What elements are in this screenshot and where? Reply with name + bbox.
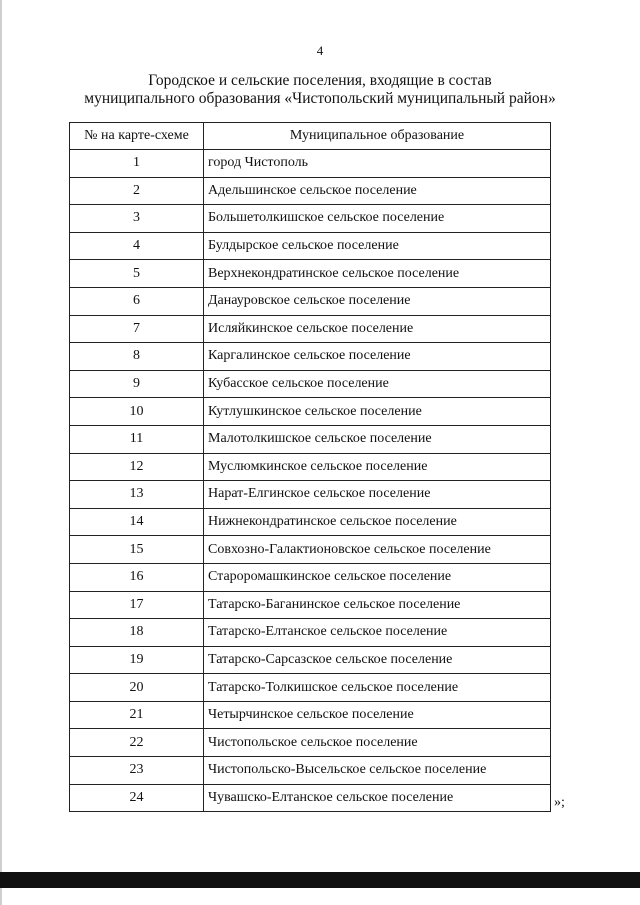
row-municipality-name: Большетолкишское сельское поселение	[204, 205, 551, 233]
row-map-number: 17	[70, 591, 204, 619]
row-map-number: 4	[70, 232, 204, 260]
row-map-number: 23	[70, 757, 204, 785]
title-line-2: муниципального образования «Чистопольский муниципальный район»	[84, 90, 556, 107]
table-row	[70, 343, 551, 371]
table-row	[70, 315, 551, 343]
row-map-number: 7	[70, 315, 204, 343]
row-map-number: 12	[70, 453, 204, 481]
table-row	[70, 425, 551, 453]
settlements-table	[69, 122, 551, 812]
table-row	[70, 398, 551, 426]
row-map-number: 22	[70, 729, 204, 757]
row-map-number: 8	[70, 343, 204, 371]
document-title	[0, 72, 640, 108]
table-row	[70, 232, 551, 260]
row-municipality-name: город Чистополь	[204, 150, 551, 178]
header-municipality: Муниципальное образование	[204, 123, 551, 150]
page-number: 4	[316, 43, 324, 58]
row-municipality-name: Татарско-Толкишское сельское поселение	[204, 674, 551, 702]
row-municipality-name: Каргалинское сельское поселение	[204, 343, 551, 371]
row-map-number: 21	[70, 701, 204, 729]
table-row	[70, 205, 551, 233]
row-map-number: 18	[70, 619, 204, 647]
row-municipality-name: Нарат-Елгинское сельское поселение	[204, 481, 551, 509]
row-municipality-name: Староромашкинское сельское поселение	[204, 563, 551, 591]
row-municipality-name: Четырчинское сельское поселение	[204, 701, 551, 729]
row-municipality-name: Татарско-Баганинское сельское поселение	[204, 591, 551, 619]
row-municipality-name: Чувашско-Елтанское сельское поселение	[204, 784, 551, 812]
row-map-number: 3	[70, 205, 204, 233]
table-row	[70, 150, 551, 178]
row-map-number: 16	[70, 563, 204, 591]
table-row	[70, 563, 551, 591]
table-header-row	[70, 123, 551, 150]
row-municipality-name: Кубасское сельское поселение	[204, 370, 551, 398]
table-row	[70, 536, 551, 564]
row-municipality-name: Нижнекондратинское сельское поселение	[204, 508, 551, 536]
row-municipality-name: Адельшинское сельское поселение	[204, 177, 551, 205]
row-map-number: 10	[70, 398, 204, 426]
row-municipality-name: Верхнекондратинское сельское поселение	[204, 260, 551, 288]
table-row	[70, 260, 551, 288]
row-map-number: 2	[70, 177, 204, 205]
table-row	[70, 481, 551, 509]
row-municipality-name: Чистопольское сельское поселение	[204, 729, 551, 757]
row-map-number: 9	[70, 370, 204, 398]
row-map-number: 13	[70, 481, 204, 509]
row-municipality-name: Булдырское сельское поселение	[204, 232, 551, 260]
table-row	[70, 287, 551, 315]
row-map-number: 11	[70, 425, 204, 453]
row-municipality-name: Исляйкинское сельское поселение	[204, 315, 551, 343]
table-row	[70, 784, 551, 812]
row-municipality-name: Кутлушкинское сельское поселение	[204, 398, 551, 426]
header-map-number: № на карте-схеме	[70, 123, 204, 150]
table-row	[70, 370, 551, 398]
table-row	[70, 729, 551, 757]
table-row	[70, 453, 551, 481]
row-map-number: 20	[70, 674, 204, 702]
table-row	[70, 646, 551, 674]
row-municipality-name: Малотолкишское сельское поселение	[204, 425, 551, 453]
row-map-number: 14	[70, 508, 204, 536]
title-line-1: Городское и сельские поселения, входящие в состав	[148, 72, 492, 89]
scan-bottom-border	[0, 872, 640, 888]
row-map-number: 19	[70, 646, 204, 674]
table-row	[70, 701, 551, 729]
row-map-number: 15	[70, 536, 204, 564]
row-municipality-name: Чистопольско-Высельское сельское поселение	[204, 757, 551, 785]
row-map-number: 6	[70, 287, 204, 315]
table-row	[70, 757, 551, 785]
row-municipality-name: Совхозно-Галактионовское сельское поселение	[204, 536, 551, 564]
table-row	[70, 619, 551, 647]
closing-quote-mark: »;	[554, 795, 565, 810]
table-row	[70, 674, 551, 702]
table-row	[70, 508, 551, 536]
row-municipality-name: Муслюмкинское сельское поселение	[204, 453, 551, 481]
row-municipality-name: Татарско-Елтанское сельское поселение	[204, 619, 551, 647]
row-map-number: 5	[70, 260, 204, 288]
scan-edge	[0, 0, 2, 905]
table-body	[70, 150, 551, 812]
table-row	[70, 177, 551, 205]
row-map-number: 1	[70, 150, 204, 178]
row-municipality-name: Татарско-Сарсазское сельское поселение	[204, 646, 551, 674]
row-map-number: 24	[70, 784, 204, 812]
row-municipality-name: Данауровское сельское поселение	[204, 287, 551, 315]
table-row	[70, 591, 551, 619]
